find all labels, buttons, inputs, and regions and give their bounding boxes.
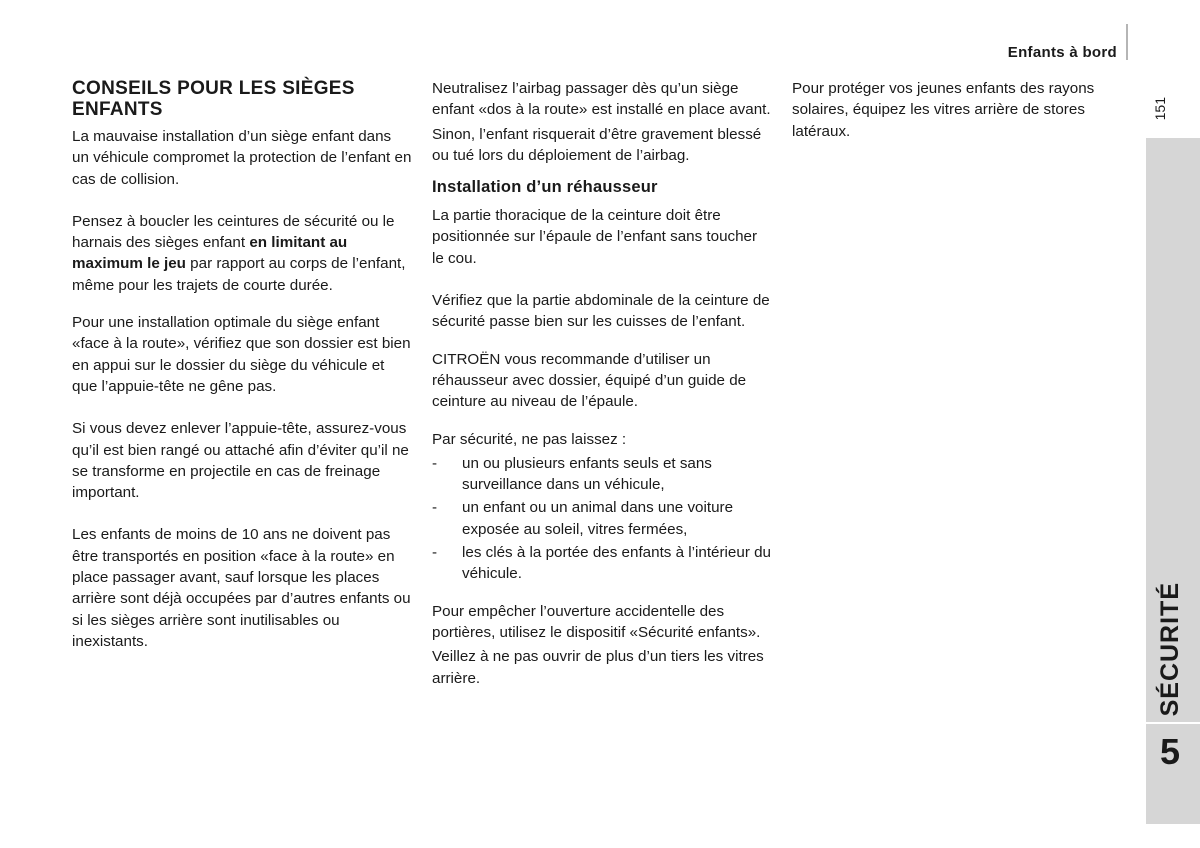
header-divider (1126, 24, 1128, 60)
paragraph-seatbelts-bold: en limitant au maximum le jeu (72, 234, 348, 273)
page-number: 151 (1152, 97, 1168, 121)
bullet-dash: - (432, 499, 438, 517)
paragraph-child-lock: Pour empêcher l’ouverture accidentelle des portières, utilisez le dispositif «Sécurité enfants». (432, 602, 761, 641)
text-column-3 (792, 78, 1137, 142)
paragraph-seatbelts-start: Pensez à boucler les ceintures de sécurité ou le harnais des sièges enfant (72, 212, 395, 252)
list-item (432, 542, 772, 585)
paragraph-citroen-recommendation: CITROËN vous recommande d’utiliser un réhausseur avec dossier, équipé d’un guide de ceinture au niveau de l’épaule. (432, 350, 747, 411)
section-number: 5 (1159, 731, 1181, 772)
section-name-container (1150, 581, 1190, 717)
paragraph-airbag-neutralize: Neutralisez l’airbag passager dès qu’un siège enfant «dos à la route» est installé en place avant. (432, 80, 771, 119)
paragraph-safety-list-intro: Par sécurité, ne pas laissez : (432, 430, 627, 448)
paragraph-installation-warning: La mauvaise installation d’un siège enfant dans un véhicule compromet la protection de l’enfant en cas de collision. (72, 128, 412, 188)
paragraph-headrest: Si vous devez enlever l’appuie-tête, assurez-vous qu’il est bien rangé ou attaché afin d’éviter qu’il ne se transforme en projectile en cas de freinage important. (72, 420, 409, 502)
list-item-text: un ou plusieurs enfants seuls et sans surveillance dans un véhicule, (462, 454, 712, 494)
section-heading: CONSEILS POUR LES SIÈGES ENFANTS (72, 78, 355, 120)
safety-list (432, 453, 772, 585)
bullet-dash: - (432, 454, 438, 472)
paragraph-seatbelts-end: par rapport au corps de l’enfant, même pour les trajets de courte durée. (72, 255, 406, 294)
paragraph-seatbelts (72, 211, 412, 296)
list-item-text: un enfant ou un animal dans une voiture exposée au soleil, vitres fermées, (462, 499, 734, 538)
paragraph-sun-blinds: Pour protéger vos jeunes enfants des rayons solaires, équipez les vitres arrière de stores latéraux. (792, 80, 1095, 140)
list-item (432, 453, 772, 496)
list-item (432, 497, 772, 540)
section-name: SÉCURITÉ (1155, 581, 1184, 717)
paragraph-abdominal-belt: Vérifiez que la partie abdominale de la ceinture de sécurité passe bien sur les cuisses de l’enfant. (432, 292, 770, 331)
paragraph-under-10: Les enfants de moins de 10 ans ne doivent pas être transportés en position «face à la route» en place passager avant, sauf lorsque les places arrière sont déjà occupées par d’autres enfants ou si les sièges arrière sont inutilisables ou inexistants. (72, 526, 411, 650)
paragraph-thoracic-belt: La partie thoracique de la ceinture doit être positionnée sur l’épaule de l’enfant sans toucher le cou. (432, 207, 758, 267)
paragraph-airbag-risk: Sinon, l’enfant risquerait d’être gravement blessé ou tué lors du déploiement de l’airbag. (432, 125, 762, 164)
bullet-dash: - (432, 544, 438, 562)
page-header-title: Enfants à bord (1007, 44, 1117, 61)
text-column-1 (72, 78, 412, 652)
subheading-booster: Installation d’un réhausseur (432, 178, 658, 197)
section-tab-divider (1146, 722, 1200, 724)
text-column-2 (432, 78, 772, 689)
paragraph-forward-facing: Pour une installation optimale du siège enfant «face à la route», vérifiez que son dossier est bien en appui sur le dossier du siège du véhicule et que l’appuie-tête ne gêne pas. (72, 314, 411, 395)
list-item-text: les clés à la portée des enfants à l’intérieur du véhicule. (462, 544, 771, 583)
paragraph-rear-windows: Veillez à ne pas ouvrir de plus d’un tiers les vitres arrière. (432, 648, 764, 687)
